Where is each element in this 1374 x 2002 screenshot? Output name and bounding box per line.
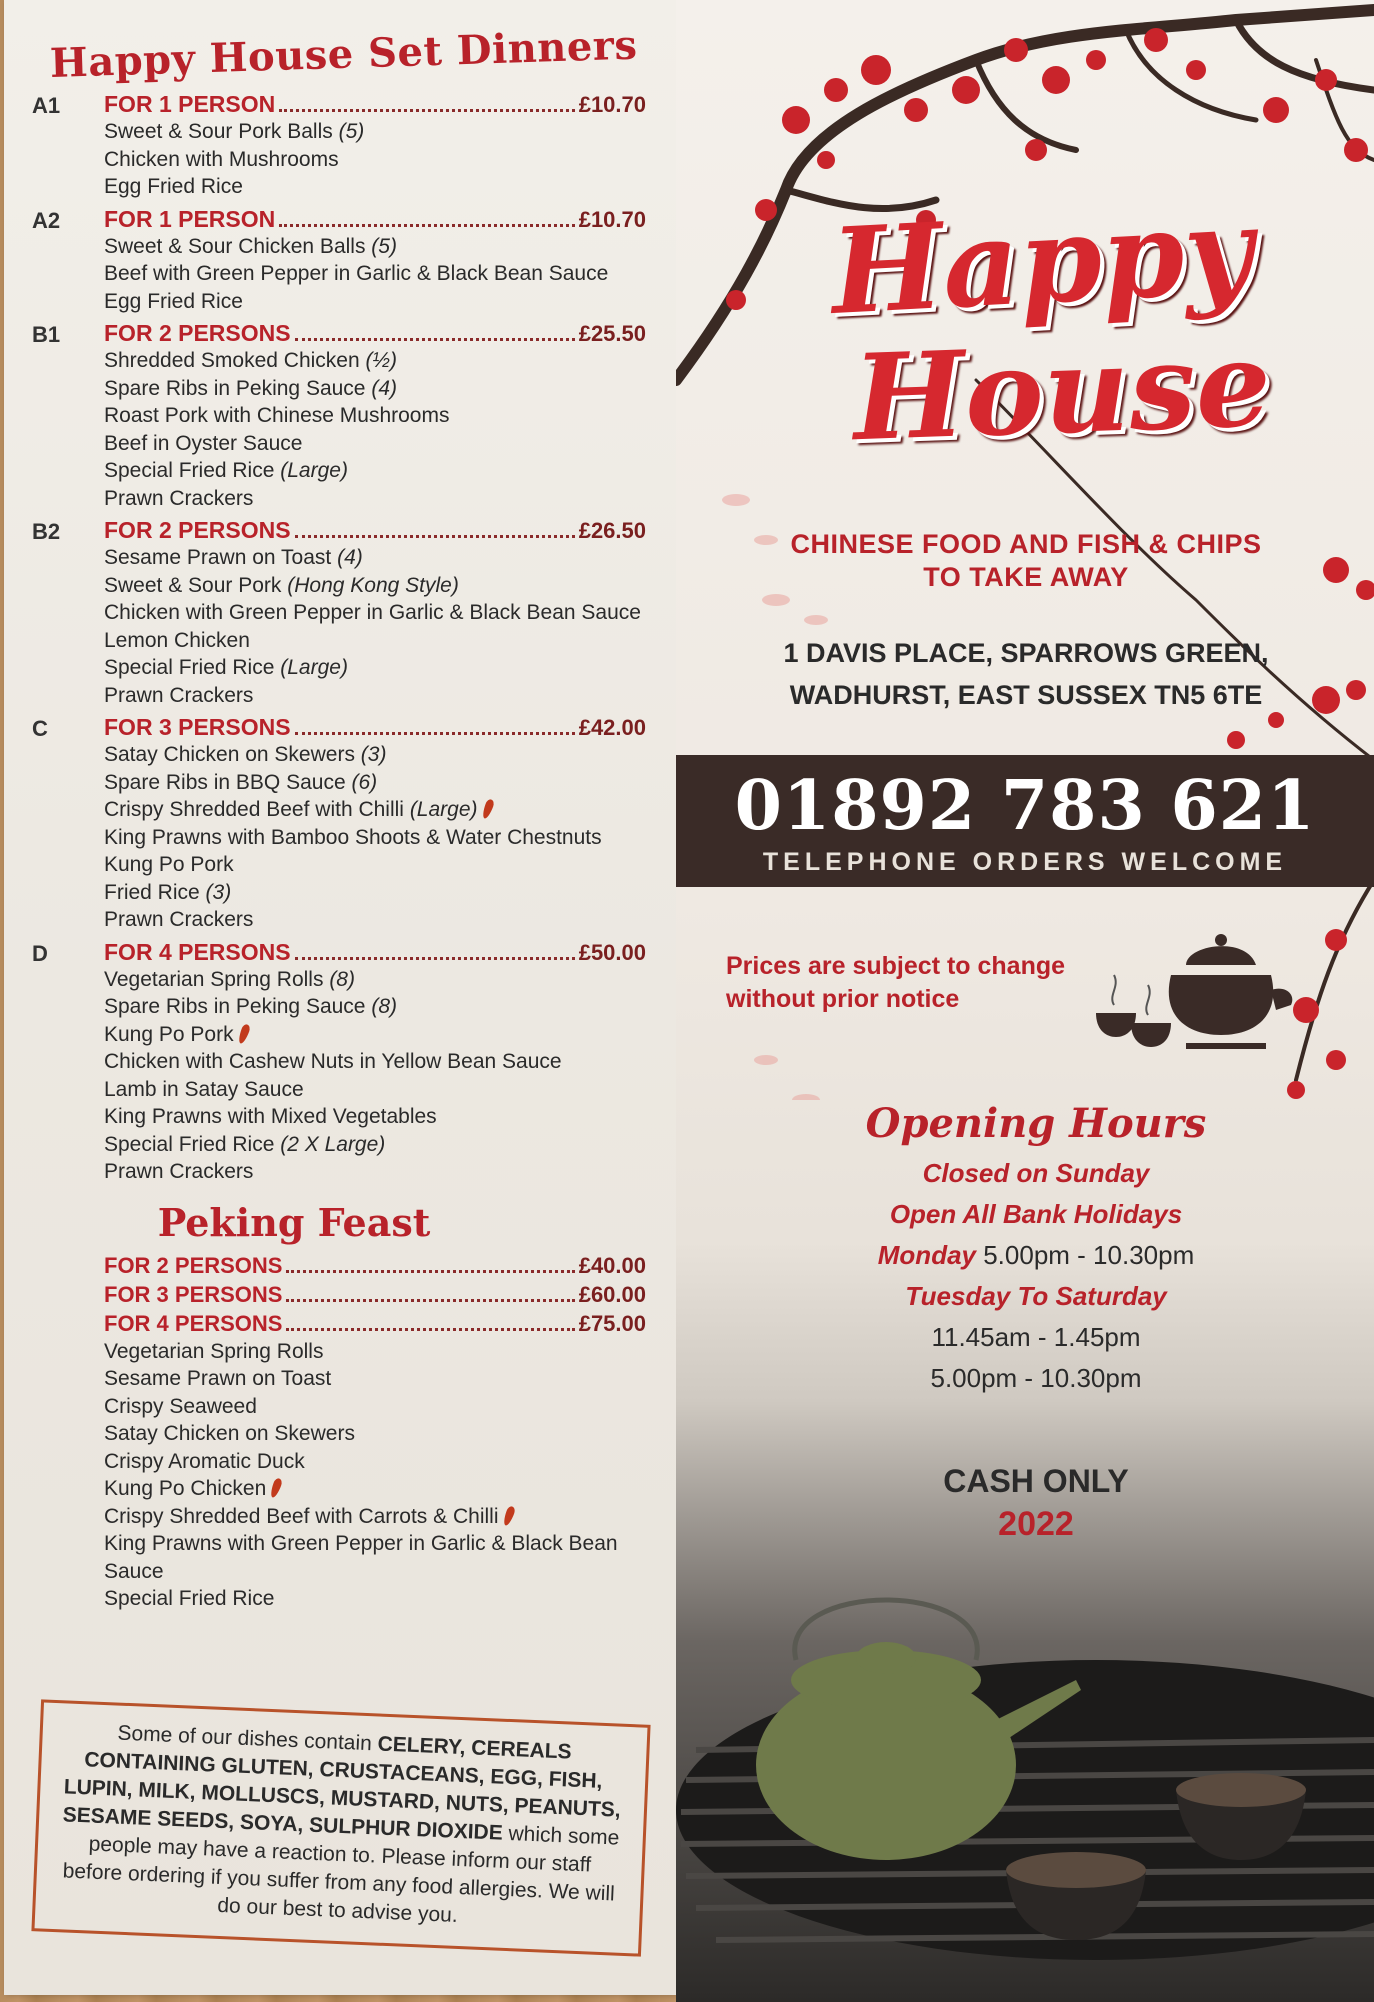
dish-note: (Large) xyxy=(280,459,348,482)
dish-name: Special Fried Rice xyxy=(104,1132,281,1156)
set-dinners-panel xyxy=(4,0,676,1995)
dish-line xyxy=(104,572,646,600)
dish-line xyxy=(104,485,646,513)
set-dinner-heading xyxy=(104,320,646,347)
dish-name: Egg Fried Rice xyxy=(104,175,243,198)
peking-feast-price: £40.00 xyxy=(578,1252,646,1278)
dish-line xyxy=(104,769,646,797)
dish-line xyxy=(104,1048,646,1076)
dish-line xyxy=(104,906,646,934)
set-dinner-item xyxy=(32,320,646,512)
dish-note: (Large) xyxy=(280,656,348,679)
set-dinner-price: £25.50 xyxy=(578,321,646,346)
dish-line xyxy=(104,682,646,710)
peking-feast-price: £75.00 xyxy=(578,1310,646,1336)
dish-line xyxy=(104,260,646,288)
dish-line xyxy=(104,879,646,907)
dish-name: Satay Chicken on Skewers xyxy=(104,1422,355,1445)
dish-note: (½) xyxy=(365,349,397,372)
dish-name: Egg Fried Rice xyxy=(104,289,243,313)
dish-note: (5) xyxy=(338,120,365,143)
dish-line xyxy=(104,966,646,994)
dish-name: Prawn Crackers xyxy=(104,683,254,707)
allergy-intro: Some of our dishes contain xyxy=(117,1721,379,1756)
dish-line xyxy=(104,402,646,430)
dish-name: Kung Po Pork xyxy=(104,853,234,876)
dot-leader xyxy=(279,109,574,112)
dish-name: Prawn Crackers xyxy=(104,1160,254,1183)
hours-monday-day: Monday xyxy=(877,1240,976,1270)
dish-note: (8) xyxy=(329,967,355,991)
set-dinner-price: £10.70 xyxy=(578,92,646,117)
peking-feast-label: FOR 2 PERSONS xyxy=(104,1252,283,1278)
dish-name: Satay Chicken on Skewers xyxy=(104,743,361,766)
hours-tue-sat-evening: 5.00pm - 10.30pm xyxy=(930,1363,1142,1393)
dish-line xyxy=(104,146,646,174)
dot-leader xyxy=(295,338,575,341)
dish-line xyxy=(104,627,646,655)
peking-feast-price-row xyxy=(104,1309,646,1338)
peking-feast-label: FOR 4 PERSONS xyxy=(104,1310,283,1336)
peking-dish-line xyxy=(104,1448,646,1476)
dish-line xyxy=(104,118,646,146)
peking-dish-line xyxy=(104,1393,646,1421)
set-dinner-label: FOR 3 PERSONS xyxy=(104,714,291,740)
set-dinner-code: C xyxy=(32,716,48,741)
set-dinner-label: FOR 4 PERSONS xyxy=(104,938,291,965)
dish-name: Sesame Prawn on Toast xyxy=(104,1367,332,1390)
chilli-icon xyxy=(236,1023,250,1045)
dish-line xyxy=(104,430,646,458)
set-dinner-label: FOR 2 PERSONS xyxy=(104,517,291,543)
dish-name: Spare Ribs in BBQ Sauce xyxy=(104,770,352,794)
set-dinner-code: A2 xyxy=(32,207,61,233)
set-dinners-title: Happy House Set Dinners xyxy=(49,21,639,87)
address-line-2: WADHURST, EAST SUSSEX TN5 6TE xyxy=(789,680,1263,710)
set-dinner-item xyxy=(32,91,646,201)
dish-line xyxy=(104,741,646,769)
dish-note: (6) xyxy=(351,770,378,794)
dish-line xyxy=(104,1076,646,1104)
dish-name: Sweet & Sour Pork xyxy=(104,573,288,597)
tagline xyxy=(756,528,1296,594)
set-dinner-code: A1 xyxy=(32,93,61,118)
chilli-icon xyxy=(501,1505,515,1527)
dish-name: Beef in Oyster Sauce xyxy=(104,431,303,455)
dish-line xyxy=(104,233,646,261)
allergy-outro: which some people may have a reaction to. Please inform our staff before ordering if you suffer from any food allergies. We will do our best to advise you. xyxy=(62,1821,620,1927)
dish-note: (4) xyxy=(337,546,363,569)
set-dinner-code: D xyxy=(32,940,48,966)
set-dinner-code: B2 xyxy=(32,519,61,544)
dish-name: King Prawns with Mixed Vegetables xyxy=(104,1105,437,1128)
hours-monday xyxy=(756,1235,1316,1276)
tea-scene-image xyxy=(676,1540,1374,2002)
dish-name: Crispy Seaweed xyxy=(104,1394,257,1418)
dish-name: Lemon Chicken xyxy=(104,628,250,652)
set-dinner-item xyxy=(32,206,646,316)
set-dinner-price: £10.70 xyxy=(578,206,646,232)
dish-name: Beef with Green Pepper in Garlic & Black Bean Sauce xyxy=(104,262,609,285)
dish-name: Special Fried Rice xyxy=(104,1587,275,1610)
phone-subtitle: TELEPHONE ORDERS WELCOME xyxy=(762,848,1288,876)
dish-line xyxy=(104,375,646,403)
set-dinner-item xyxy=(32,939,646,1186)
set-dinner-label: FOR 1 PERSON xyxy=(104,205,276,232)
set-dinners-list xyxy=(32,91,646,1186)
set-dinner-item xyxy=(32,517,646,709)
dish-name: Sweet & Sour Pork Balls xyxy=(104,120,339,143)
brand-line-happy: Happy xyxy=(827,180,1257,341)
dish-name: Crispy Aromatic Duck xyxy=(104,1449,305,1473)
dish-name: Vegetarian Spring Rolls xyxy=(104,1339,324,1363)
dish-note: (5) xyxy=(371,234,397,258)
dish-line xyxy=(104,173,646,201)
peking-feast-price-row xyxy=(104,1251,646,1280)
set-dinner-heading xyxy=(104,714,646,741)
dish-name: Kung Po Pork xyxy=(104,1022,234,1046)
opening-hours xyxy=(756,1100,1316,1399)
opening-hours-title: Opening Hours xyxy=(865,1100,1207,1147)
dish-line xyxy=(104,599,646,627)
hours-bank-holidays: Open All Bank Holidays xyxy=(889,1199,1183,1229)
dish-line xyxy=(104,1131,646,1159)
allergy-allergens: CELERY, CEREALS CONTAINING GLUTEN, CRUSTACEANS, EGG, FISH, LUPIN, MILK, MOLLUSCS, MUSTARD, NUTS, PEANUTS, SESAME SEEDS, SOYA, SULPHUR DIOXIDE xyxy=(62,1732,622,1845)
allergy-notice xyxy=(31,1699,650,1956)
peking-feast-price-row xyxy=(104,1280,646,1309)
dot-leader xyxy=(286,1328,574,1331)
prices-note xyxy=(726,950,1146,1016)
dish-note: (3) xyxy=(360,743,387,766)
prices-note-line-1: Prices are subject to change xyxy=(726,952,1066,980)
dish-name: Spare Ribs in Peking Sauce xyxy=(104,995,372,1018)
dish-line xyxy=(104,1021,646,1049)
tagline-line-2: TO TAKE AWAY xyxy=(923,562,1129,592)
set-dinner-item xyxy=(32,714,646,934)
dish-line xyxy=(104,457,646,485)
set-dinner-code: B1 xyxy=(32,322,61,347)
dish-name: Lamb in Satay Sauce xyxy=(104,1077,304,1101)
hours-tue-sat: Tuesday To Saturday xyxy=(905,1281,1167,1311)
cash-only-label: CASH ONLY xyxy=(943,1463,1129,1499)
dot-leader xyxy=(286,1299,574,1302)
hours-closed-sunday: Closed on Sunday xyxy=(922,1158,1150,1188)
dot-leader xyxy=(279,224,574,227)
dish-note: (4) xyxy=(371,376,397,400)
teapot-cups-icon xyxy=(1086,905,1306,1065)
dish-name: Special Fried Rice xyxy=(104,459,281,482)
prices-note-line-2: without prior notice xyxy=(726,985,960,1013)
peking-dish-line xyxy=(104,1365,646,1393)
dish-name: Sweet & Sour Chicken Balls xyxy=(104,234,372,258)
dish-name: Crispy Shredded Beef with Carrots & Chilli xyxy=(104,1504,499,1528)
peking-feast-price: £60.00 xyxy=(578,1281,646,1307)
dish-name: Crispy Shredded Beef with Chilli xyxy=(104,798,410,821)
tagline-line-1: CHINESE FOOD AND FISH & CHIPS xyxy=(790,529,1262,559)
year-label: 2022 xyxy=(998,1505,1074,1543)
peking-feast-label: FOR 3 PERSONS xyxy=(104,1281,283,1307)
dish-name: Chicken with Green Pepper in Garlic & Black Bean Sauce xyxy=(104,601,641,624)
peking-dish-line xyxy=(104,1475,646,1503)
brand-logo xyxy=(762,180,1322,468)
chilli-icon xyxy=(269,1477,283,1499)
dish-name: Roast Pork with Chinese Mushrooms xyxy=(104,404,450,427)
set-dinner-heading xyxy=(104,939,646,966)
chilli-icon xyxy=(480,798,494,820)
dish-note: (2 X Large) xyxy=(280,1132,386,1156)
address xyxy=(746,632,1306,716)
dish-note: (3) xyxy=(205,880,232,904)
dish-line xyxy=(104,851,646,879)
brand-line-house: House xyxy=(850,313,1274,468)
dot-leader xyxy=(295,957,575,960)
phone-number[interactable]: 01892 783 621 xyxy=(734,766,1316,846)
set-dinner-price: £42.00 xyxy=(578,715,646,740)
dish-name: Prawn Crackers xyxy=(104,486,254,510)
set-dinner-price: £50.00 xyxy=(578,939,646,965)
dish-name: Kung Po Chicken xyxy=(104,1477,267,1500)
dish-note: (Hong Kong Style) xyxy=(287,573,459,597)
hours-tue-sat-lunch: 11.45am - 1.45pm xyxy=(931,1322,1141,1352)
dot-leader xyxy=(295,535,575,538)
dish-line xyxy=(104,288,646,316)
dish-name: Fried Rice xyxy=(104,880,206,904)
payment-info xyxy=(826,1460,1246,1546)
address-line-1: 1 DAVIS PLACE, SPARROWS GREEN, xyxy=(783,638,1269,668)
set-dinner-heading xyxy=(104,206,646,233)
dish-name: Special Fried Rice xyxy=(104,656,281,679)
dish-name: Chicken with Mushrooms xyxy=(104,147,339,171)
dish-line xyxy=(104,796,646,824)
dish-name: Prawn Crackers xyxy=(104,908,254,931)
dish-name: Vegetarian Spring Rolls xyxy=(104,967,330,991)
cover-panel xyxy=(676,0,1374,2002)
dish-line xyxy=(104,824,646,852)
dish-line xyxy=(104,993,646,1021)
hours-monday-time: 5.00pm - 10.30pm xyxy=(976,1240,1195,1270)
dish-name: Spare Ribs in Peking Sauce xyxy=(104,376,372,400)
peking-dish-line xyxy=(104,1585,646,1613)
dish-name: Shredded Smoked Chicken xyxy=(104,349,366,372)
set-dinner-heading xyxy=(104,517,646,544)
dish-name: King Prawns with Bamboo Shoots & Water Chestnuts xyxy=(104,825,602,849)
phone-band xyxy=(676,755,1374,887)
set-dinner-heading xyxy=(104,91,646,118)
peking-dish-line xyxy=(104,1420,646,1448)
dish-line xyxy=(104,347,646,375)
dish-note: (8) xyxy=(371,995,397,1018)
dish-line xyxy=(104,544,646,572)
peking-dish-line xyxy=(104,1503,646,1531)
peking-feast-dishes xyxy=(32,1338,646,1613)
set-dinner-label: FOR 2 PERSONS xyxy=(104,320,291,346)
dish-name: Sesame Prawn on Toast xyxy=(104,546,338,569)
peking-feast-title: Peking Feast xyxy=(157,1199,431,1245)
set-dinner-price: £26.50 xyxy=(578,518,646,543)
peking-dish-line xyxy=(104,1338,646,1366)
peking-dish-line xyxy=(104,1530,646,1585)
dish-line xyxy=(104,654,646,682)
set-dinner-label: FOR 1 PERSON xyxy=(104,91,276,117)
dish-name: King Prawns with Green Pepper in Garlic & Black Bean Sauce xyxy=(104,1532,618,1583)
dish-name: Chicken with Cashew Nuts in Yellow Bean Sauce xyxy=(104,1050,562,1073)
dot-leader xyxy=(286,1270,574,1273)
dish-line xyxy=(104,1158,646,1186)
dish-line xyxy=(104,1103,646,1131)
dish-note: (Large) xyxy=(409,798,478,821)
dot-leader xyxy=(295,732,575,735)
peking-feast-prices xyxy=(32,1251,646,1338)
